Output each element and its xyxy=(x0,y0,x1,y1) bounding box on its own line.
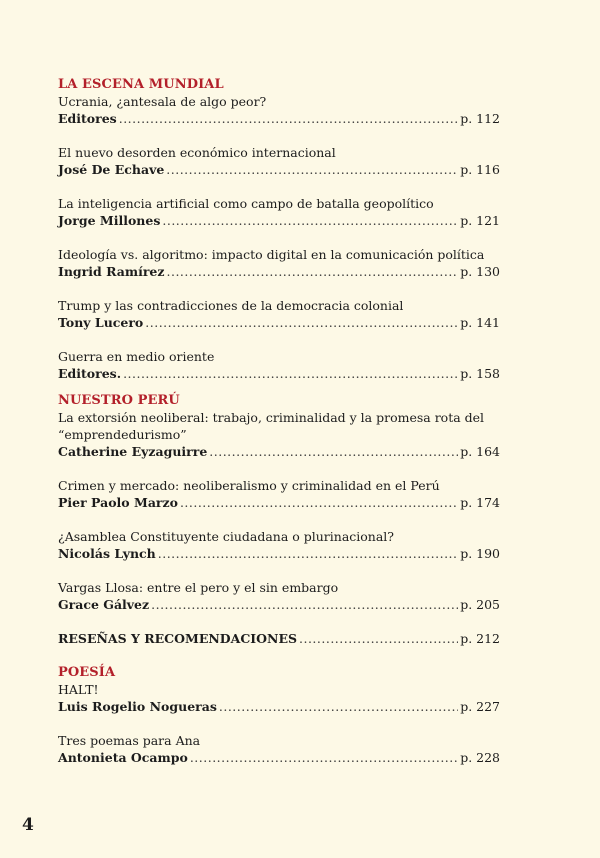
dot-leader xyxy=(151,596,458,613)
entry-author: Catherine Eyzaguirre xyxy=(58,444,208,459)
section-heading-nuestro-peru: NUESTRO PERÚ xyxy=(58,393,180,408)
entry-author: Nicolás Lynch xyxy=(58,546,156,561)
dot-leader xyxy=(145,314,458,331)
entry-byline xyxy=(58,161,500,178)
entry-byline xyxy=(58,749,500,766)
entry-title: El nuevo desorden económico internacional xyxy=(58,145,336,160)
toc-entry[interactable] xyxy=(58,246,500,280)
entry-title: ¿Asamblea Constituyente ciudadana o plurinacional? xyxy=(58,529,395,544)
entry-page: p. 227 xyxy=(460,699,500,714)
entry-byline xyxy=(58,263,500,280)
entry-byline xyxy=(58,212,500,229)
entry-page: p. 174 xyxy=(460,495,500,510)
entry-title: Crimen y mercado: neoliberalismo y criminalidad en el Perú xyxy=(58,478,440,493)
entry-byline xyxy=(58,365,500,382)
entry-title: HALT! xyxy=(58,682,99,697)
entry-title: Trump y las contradicciones de la democracia colonial xyxy=(58,298,404,313)
dot-leader xyxy=(123,365,458,382)
dot-leader xyxy=(119,110,458,127)
entry-author: Grace Gálvez xyxy=(58,597,150,612)
section-heading-escena-mundial: LA ESCENA MUNDIAL xyxy=(58,77,224,92)
dot-leader xyxy=(190,749,458,766)
toc-entry[interactable] xyxy=(58,409,500,460)
entry-page: p. 228 xyxy=(460,750,500,765)
entry-author: José De Echave xyxy=(58,162,165,177)
section-heading-poesia: POESÍA xyxy=(58,665,116,680)
entry-byline xyxy=(58,110,500,127)
entry-byline xyxy=(58,698,500,715)
toc-entry[interactable] xyxy=(58,528,500,562)
entry-page: p. 116 xyxy=(460,162,500,177)
entry-author: Tony Lucero xyxy=(58,315,144,330)
toc-entry[interactable] xyxy=(58,681,500,715)
entry-page: p. 158 xyxy=(460,366,500,381)
entry-page: p. 130 xyxy=(460,264,500,279)
dot-leader xyxy=(162,212,458,229)
entry-page: p. 112 xyxy=(460,111,500,126)
entry-byline xyxy=(58,545,500,562)
toc-entry[interactable] xyxy=(58,477,500,511)
entry-page: p. 121 xyxy=(460,213,500,228)
entry-author: Jorge Millones xyxy=(58,213,161,228)
table-of-contents xyxy=(58,76,500,766)
entry-byline xyxy=(58,596,500,613)
entry-title: Ucrania, ¿antesala de algo peor? xyxy=(58,94,267,109)
entry-author: Ingrid Ramírez xyxy=(58,264,165,279)
dot-leader xyxy=(219,698,458,715)
entry-title: La inteligencia artificial como campo de batalla geopolítico xyxy=(58,196,434,211)
toc-entry[interactable] xyxy=(58,297,500,331)
entry-page: p. 190 xyxy=(460,546,500,561)
entry-page: p. 164 xyxy=(460,444,500,459)
entry-title: Vargas Llosa: entre el pero y el sin embargo xyxy=(58,580,339,595)
entry-author: Antonieta Ocampo xyxy=(58,750,188,765)
entry-author: Luis Rogelio Nogueras xyxy=(58,699,217,714)
entry-title: La extorsión neoliberal: trabajo, criminalidad y la promesa rota del “emprendedurismo” xyxy=(58,410,485,442)
toc-entry-resenas[interactable] xyxy=(58,630,500,647)
entry-title: Ideología vs. algoritmo: impacto digital en la comunicación política xyxy=(58,247,485,262)
entry-byline xyxy=(58,314,500,331)
dot-leader xyxy=(166,161,458,178)
dot-leader xyxy=(167,263,459,280)
dot-leader xyxy=(299,630,458,647)
toc-entry[interactable] xyxy=(58,195,500,229)
entry-byline xyxy=(58,494,500,511)
section-heading-resenas: RESEÑAS Y RECOMENDACIONES xyxy=(58,631,297,646)
page-number: 4 xyxy=(22,815,34,835)
toc-entry[interactable] xyxy=(58,732,500,766)
toc-entry[interactable] xyxy=(58,144,500,178)
toc-entry[interactable] xyxy=(58,579,500,613)
entry-byline xyxy=(58,443,500,460)
entry-title: Tres poemas para Ana xyxy=(58,733,201,748)
entry-author: Editores xyxy=(58,111,117,126)
dot-leader xyxy=(158,545,458,562)
entry-page: p. 141 xyxy=(460,315,500,330)
entry-page: p. 212 xyxy=(460,631,500,646)
entry-title: Guerra en medio oriente xyxy=(58,349,215,364)
entry-page: p. 205 xyxy=(460,597,500,612)
entry-author: Editores. xyxy=(58,366,122,381)
toc-entry[interactable] xyxy=(58,93,500,127)
entry-author: Pier Paolo Marzo xyxy=(58,495,178,510)
dot-leader xyxy=(180,494,458,511)
dot-leader xyxy=(209,443,458,460)
toc-entry[interactable] xyxy=(58,348,500,382)
